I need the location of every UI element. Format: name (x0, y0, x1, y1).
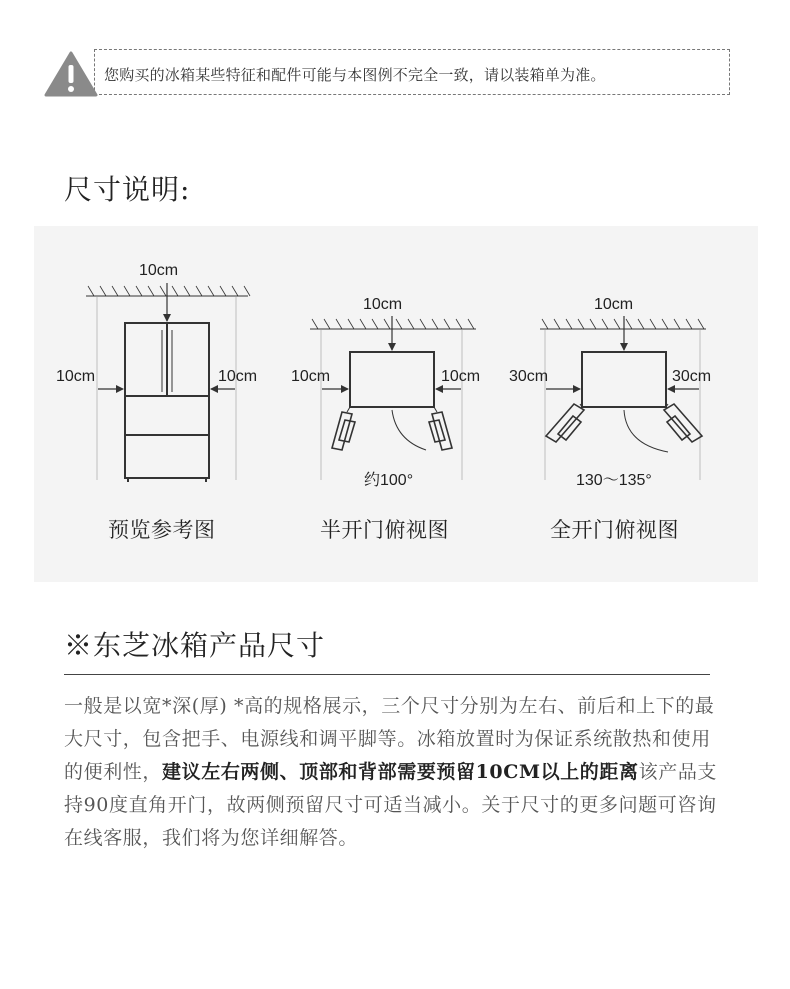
half-left-gap-label: 10cm (291, 368, 331, 385)
full-top-gap-label: 10cm (594, 296, 634, 313)
wall-hatch (542, 319, 704, 329)
half-open-diagram (310, 316, 476, 480)
size-description (64, 690, 724, 855)
front-top-gap-label: 10cm (139, 262, 179, 279)
left-door-open (332, 407, 355, 450)
right-door-open (429, 407, 452, 450)
product-size-heading: ※东芝冰箱产品尺寸 (64, 629, 326, 662)
half-top-gap-label: 10cm (363, 296, 403, 313)
description-part-b: 该产品支持90度直角开门，故两侧预留尺寸可适当减小。关于尺寸的更多问题可咨询在线客服，我们将为您详细解答。 (64, 761, 718, 849)
description-emphasis: 建议左右两侧、顶部和背部需要预留10CM以上的距离 (162, 761, 639, 783)
right-door-wide (664, 404, 702, 442)
description-part-a: 一般是以宽*深(厚) *高的规格展示，三个尺寸分别为左右、前后和上下的最大尺寸，包含把手、电源线和调平脚等。冰箱放置时为保证系统散热和使用的便利性， (64, 695, 715, 783)
front-view-caption: 预览参考图 (108, 518, 216, 542)
front-right-gap-label: 10cm (218, 368, 258, 385)
dimension-heading: 尺寸说明: (64, 173, 191, 206)
wall-hatch (88, 286, 250, 296)
full-open-caption: 全开门俯视图 (550, 518, 679, 542)
fridge-front (125, 323, 209, 482)
front-left-gap-label: 10cm (56, 368, 96, 385)
heading-divider (64, 674, 710, 675)
full-left-gap-label: 30cm (509, 368, 549, 385)
door-swing-arc (392, 410, 426, 450)
half-angle-label: 约100° (364, 472, 414, 489)
full-right-gap-label: 30cm (672, 368, 712, 385)
full-angle-label: 130～135° (576, 472, 652, 489)
wall-hatch (312, 319, 474, 329)
left-door-wide (546, 404, 584, 442)
door-swing-arc (624, 410, 668, 452)
notice-text: 您购买的冰箱某些特征和配件可能与本图例不完全一致，请以装箱单为准。 (104, 66, 606, 84)
half-open-caption: 半开门俯视图 (320, 518, 449, 542)
full-open-diagram (540, 316, 706, 480)
half-right-gap-label: 10cm (441, 368, 481, 385)
